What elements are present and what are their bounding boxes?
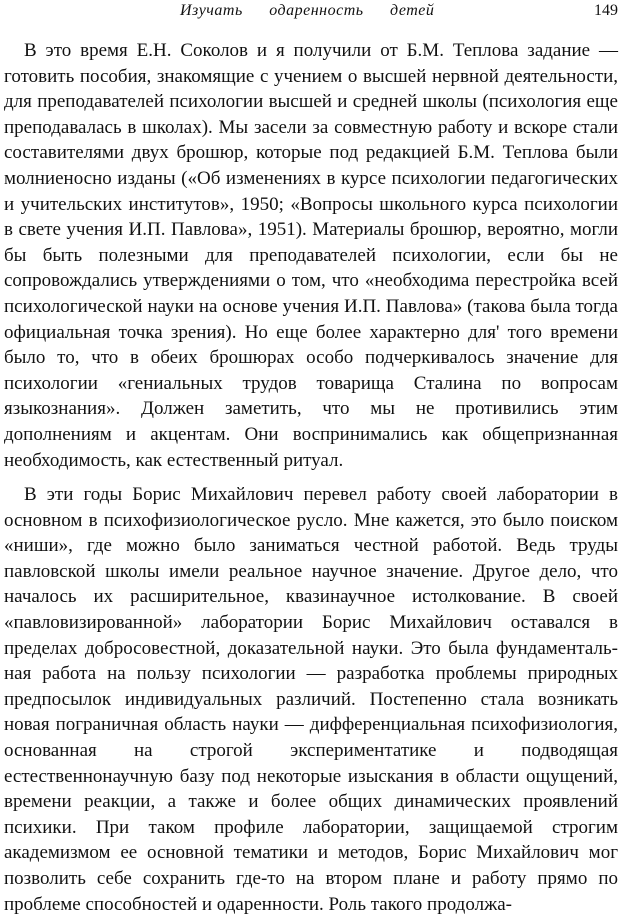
page-number: 149 bbox=[594, 2, 618, 19]
body-text bbox=[4, 38, 618, 917]
paragraph: В это время Е.Н. Соколов и я получили от Б.М. Теплова задание — готовить пособия, знакомящие с учением о высшей нервной деятельности, для преподавателей психологии высшей и средней школы (психология еще преподавалась в школах). Мы засели за совместную работу и вскоре стали составителями двух брошюр, которые под редакцией Б.М. Теплова были молниеносно изданы («Об изменениях в курсе психологии педагогических и учительских институтов», 1950; «Вопросы школьного курса психологии в свете учения И.П. Павлова», 1951). Материалы брошюр, вероятно, могли бы быть полезными для преподавателей психологии, если бы не сопровождались утверждениями о том, что «необходима перестройка всей психологической науки на основе учения И.П. Павлова» (такова была тогда официальная точка зрения). Но еще более характерно для' того времени было то, что в обеих брошюрах особо подчеркивалось значение для психологии «гениальных трудов товарища Сталина по вопросам языкознания». Должен заметить, что мы не противились этим дополнениям и акцентам. Они воспринимались как общепризнанная необходимость, как естественный ритуал. bbox=[4, 40, 618, 471]
page-header bbox=[0, 2, 620, 26]
paragraph: В эти годы Борис Михайлович перевел работу своей лаборатории в основном в психофизиологическое русло. Мне кажется, это было поиском «ниши», где можно было заниматься честной работой. Ведь труды павловской школы имели реальное научное значение. Другое дело, что началось их расширительное, квазинаучное истолкование. В своей «павловизированной» лаборатории Борис Михайлович оставался в пределах добросовестной, доказательной науки. Это была фундаментальная работа на пользу психологии — разработка проблемы природных предпосылок индивидуальных различий. Постепенно стала возникать новая пограничная область науки — дифференциальная психофизиология, основанная на строгой экспериментатике и подводящая естественнонаучную базу под некоторые изыскания в области ощущений, времени реакции, а также и более общих динамических проявлений психики. При таком профиле лаборатории, защищаемой строгим академизмом ее основной тематики и методов, Борис Михайлович мог позволить себе сохранить где-то на втором плане и работу прямо по проблеме способностей и одаренности. Роль такого продолжа- bbox=[4, 484, 618, 915]
running-title: Изучать одаренность детей bbox=[180, 2, 435, 19]
